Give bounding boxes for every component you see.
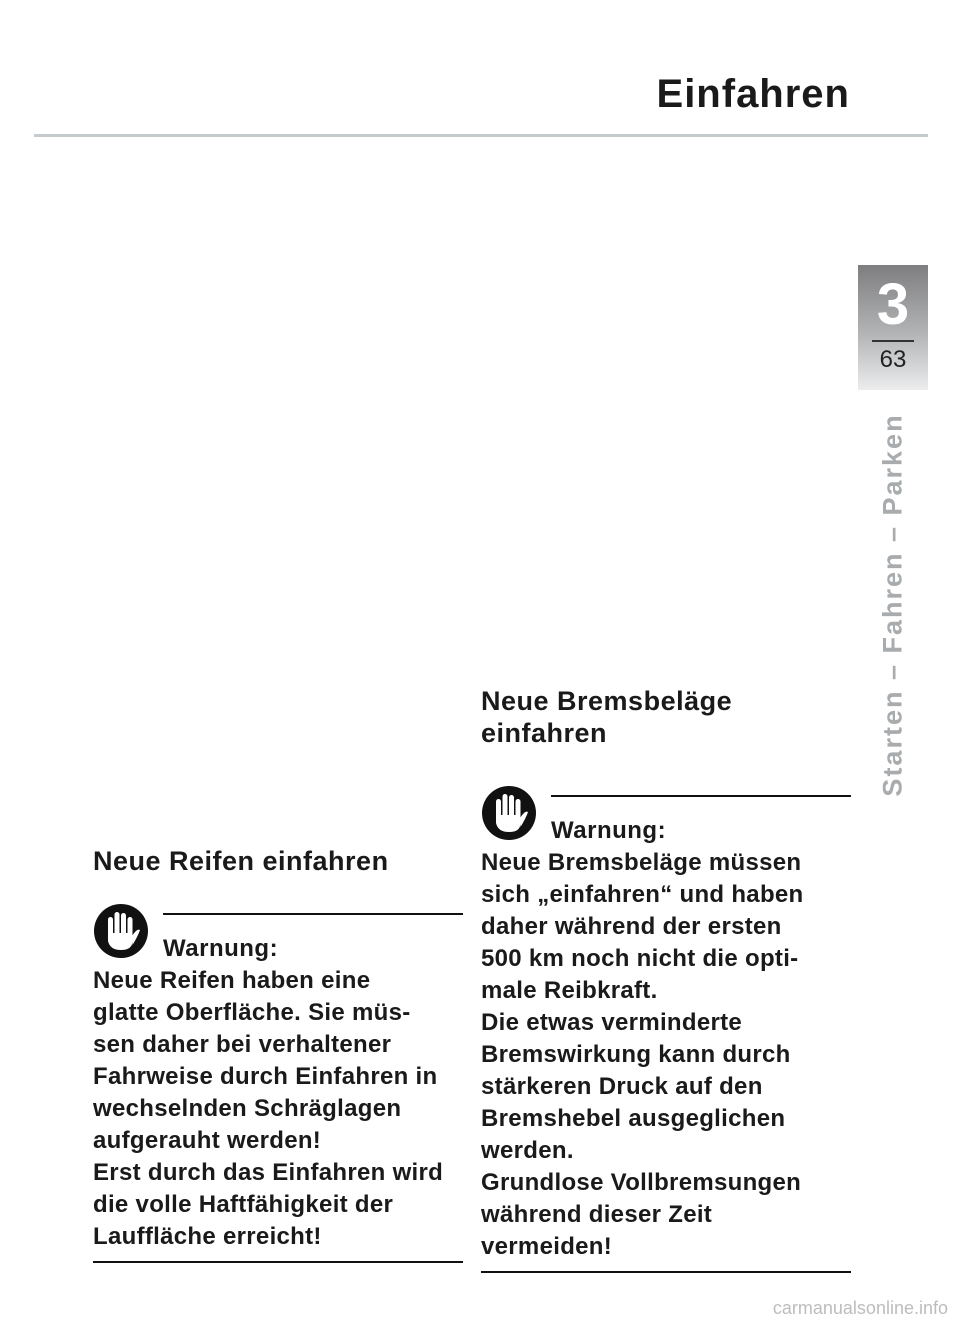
- warning-text-line: aufgerauht werden!: [93, 1127, 322, 1154]
- warning-text-line: glatte Oberfläche. Sie müs-: [93, 999, 411, 1026]
- page-title: Einfahren: [656, 72, 850, 116]
- warning-text-line: 500 km noch nicht die opti-: [481, 945, 799, 972]
- section-heading-line: einfahren: [481, 718, 608, 748]
- chapter-number: 3: [876, 272, 910, 337]
- title-divider: [34, 134, 928, 137]
- section-heading-brake-pads: [481, 685, 851, 749]
- warning-text-line: Die etwas verminderte: [481, 1009, 743, 1036]
- warning-label: Warnung:: [163, 935, 279, 962]
- chapter-tab: [858, 265, 928, 390]
- warning-text-line: Fahrweise durch Einfahren in: [93, 1063, 438, 1090]
- warning-text-line: Grundlose Vollbremsungen: [481, 1169, 802, 1196]
- warning-text-line: Bremswirkung kann durch: [481, 1041, 791, 1068]
- warning-text-line: daher während der ersten: [481, 913, 782, 940]
- section-brake-pads: [481, 685, 851, 1273]
- warning-text-line: sen daher bei verhaltener: [93, 1031, 392, 1058]
- warning-text-line: werden.: [481, 1137, 574, 1164]
- warning-label: Warnung:: [551, 817, 667, 844]
- warning-text-line: vermeiden!: [481, 1233, 613, 1260]
- section-tires: [93, 845, 463, 1263]
- warning-text-line: wechselnden Schräglagen: [93, 1095, 402, 1122]
- warning-text-line: sich „einfahren“ und haben: [481, 881, 804, 908]
- page-number: 63: [879, 346, 907, 373]
- stop-hand-icon: [93, 903, 149, 959]
- warning-header: [93, 903, 463, 961]
- section-heading-tires: Neue Reifen einfahren: [93, 846, 389, 876]
- warning-text: [93, 965, 463, 1253]
- warning-end-divider: [93, 1261, 463, 1263]
- warning-end-divider: [481, 1271, 851, 1273]
- warning-text: [481, 847, 851, 1263]
- warning-text-line: Erst durch das Einfahren wird: [93, 1159, 444, 1186]
- chapter-side-label: Starten – Fahren – Parken: [877, 413, 908, 797]
- section-heading-line: Neue Bremsbeläge: [481, 686, 733, 716]
- warning-divider: [551, 795, 851, 797]
- warning-text-line: Lauffläche erreicht!: [93, 1223, 322, 1250]
- chapter-divider: [872, 340, 914, 342]
- warning-text-line: Neue Reifen haben eine: [93, 967, 371, 994]
- warning-text-line: die volle Haftfähigkeit der: [93, 1191, 394, 1218]
- warning-text-line: während dieser Zeit: [481, 1201, 713, 1228]
- warning-divider: [163, 913, 463, 915]
- warning-text-line: stärkeren Druck auf den: [481, 1073, 763, 1100]
- warning-text-line: Neue Bremsbeläge müssen: [481, 849, 802, 876]
- stop-hand-icon: [481, 785, 537, 841]
- warning-text-line: Bremshebel ausgeglichen: [481, 1105, 786, 1132]
- warning-text-line: male Reibkraft.: [481, 977, 658, 1004]
- footer-watermark: carmanualsonline.info: [772, 1298, 948, 1318]
- warning-header: [481, 785, 851, 843]
